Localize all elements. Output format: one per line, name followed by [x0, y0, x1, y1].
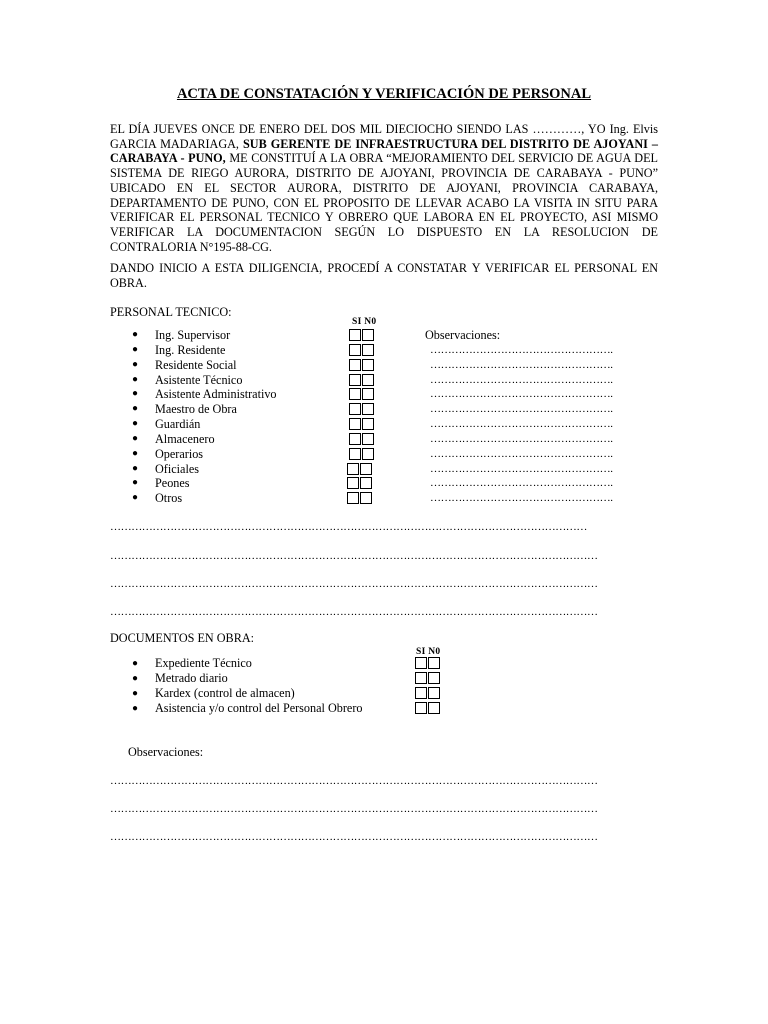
si-no-checkboxes [415, 657, 440, 669]
bullet-icon: ● [132, 477, 139, 489]
item-label: Ing. Residente [155, 342, 226, 357]
observaciones-header: Observaciones: [425, 328, 501, 342]
si-checkbox[interactable] [349, 448, 361, 460]
obs-line: ……………………………………………. [430, 373, 613, 386]
blank-line[interactable]: ………………………………………………………………………………………………………………………… [110, 775, 598, 787]
blank-line[interactable]: ………………………………………………………………………………………………………………………… [110, 606, 598, 618]
bullet-icon: ● [132, 373, 139, 385]
blank-line[interactable]: ………………………………………………………………………………………………………………………… [110, 831, 598, 843]
no-checkbox[interactable] [428, 702, 440, 714]
personal-si-no-header: SI N0 [352, 317, 377, 327]
si-checkbox[interactable] [415, 702, 427, 714]
si-no-checkboxes [349, 374, 374, 386]
no-checkbox[interactable] [360, 463, 372, 475]
blank-line[interactable]: ………………………………………………………………………………………………………………………… [110, 550, 598, 562]
si-no-checkboxes [415, 702, 440, 714]
documents-section-label: DOCUMENTOS EN OBRA: [110, 631, 255, 645]
blank-line[interactable]: ………………………………………………………………………………………………………………………… [110, 803, 598, 815]
item-label: Operarios [155, 446, 204, 461]
no-checkbox[interactable] [428, 672, 440, 684]
item-label: Guardián [155, 417, 201, 432]
item-label: Metrado diario [155, 671, 228, 685]
item-label: Asistencia y/o control del Personal Obrero [155, 701, 363, 715]
si-checkbox[interactable] [349, 403, 361, 415]
bullet-icon: ● [132, 447, 139, 459]
no-checkbox[interactable] [362, 418, 374, 430]
obs-line: ……………………………………………. [430, 492, 613, 505]
si-checkbox[interactable] [415, 687, 427, 699]
obs-line: ……………………………………………. [430, 343, 613, 356]
obs-line: ……………………………………………. [430, 358, 613, 371]
obs-line: ……………………………………………. [430, 432, 613, 445]
bullet-icon: ● [132, 403, 139, 415]
si-checkbox[interactable] [349, 418, 361, 430]
si-checkbox[interactable] [349, 433, 361, 445]
no-checkbox[interactable] [360, 492, 372, 504]
si-checkbox[interactable] [347, 477, 359, 489]
no-checkbox[interactable] [362, 374, 374, 386]
no-checkbox[interactable] [428, 657, 440, 669]
obs-line: ……………………………………………. [430, 403, 613, 416]
si-no-checkboxes [349, 433, 374, 445]
bullet-icon: ● [132, 462, 139, 474]
item-label: Almacenero [155, 431, 215, 446]
no-checkbox[interactable] [362, 388, 374, 400]
si-checkbox[interactable] [415, 672, 427, 684]
no-checkbox[interactable] [362, 344, 374, 356]
bullet-icon: ● [132, 673, 139, 684]
si-checkbox[interactable] [415, 657, 427, 669]
personal-section-label: PERSONAL TECNICO: [110, 305, 232, 319]
si-checkbox[interactable] [347, 463, 359, 475]
item-label: Asistente Técnico [155, 372, 243, 387]
obs-line: ……………………………………………. [430, 477, 613, 490]
bullet-icon: ● [132, 492, 139, 504]
bullet-icon: ● [132, 658, 139, 669]
si-checkbox[interactable] [349, 344, 361, 356]
si-no-checkboxes [349, 418, 374, 430]
bullet-icon: ● [132, 329, 139, 340]
intro-text-1: EL DÍA JUEVES ONCE DE ENERO DEL DOS MIL DIECIOCHO SIENDO LAS …………, YO Ing. Elvis GARCIA MADARIAGA, [110, 122, 658, 151]
item-label: Ing. Supervisor [155, 328, 231, 342]
no-checkbox[interactable] [362, 403, 374, 415]
item-label: Asistente Administrativo [155, 387, 277, 402]
si-checkbox[interactable] [349, 329, 361, 341]
si-no-checkboxes [415, 672, 440, 684]
bullet-icon: ● [132, 343, 139, 355]
obs-line: ……………………………………………. [430, 462, 613, 475]
no-checkbox[interactable] [362, 448, 374, 460]
no-checkbox[interactable] [362, 359, 374, 371]
si-no-checkboxes [347, 492, 372, 504]
si-no-checkboxes [349, 388, 374, 400]
si-no-checkboxes [349, 344, 374, 356]
si-checkbox[interactable] [349, 359, 361, 371]
item-label: Peones [155, 476, 190, 491]
obs-line: ……………………………………………. [430, 388, 613, 401]
bullet-icon: ● [132, 703, 139, 714]
item-label: Oficiales [155, 461, 199, 476]
si-no-checkboxes [349, 448, 374, 460]
bullet-icon: ● [132, 688, 139, 699]
item-label: Kardex (control de almacen) [155, 686, 295, 700]
si-checkbox[interactable] [349, 374, 361, 386]
si-no-checkboxes [347, 463, 372, 475]
no-checkbox[interactable] [360, 477, 372, 489]
observaciones-2-label: Observaciones: [128, 745, 204, 759]
si-no-checkboxes [347, 477, 372, 489]
no-checkbox[interactable] [428, 687, 440, 699]
blank-line[interactable]: ………………………………………………………………………………………………………………………… [110, 578, 598, 590]
si-no-checkboxes [349, 359, 374, 371]
item-label: Maestro de Obra [155, 402, 237, 417]
blank-line[interactable]: ……………………………………………………………………………………………………………………… [110, 521, 588, 533]
si-no-checkboxes [415, 687, 440, 699]
second-paragraph: DANDO INICIO A ESTA DILIGENCIA, PROCEDÍ A CONSTATAR Y VERIFICAR EL PERSONAL EN OBRA. [110, 261, 658, 290]
bullet-icon: ● [132, 418, 139, 430]
si-checkbox[interactable] [347, 492, 359, 504]
intro-text-bold: SUB GERENTE DE INFRAESTRUCTURA DEL DISTRITO DE AJOYANI – CARABAYA - PUNO, [110, 136, 658, 166]
bullet-icon: ● [132, 388, 139, 400]
documents-si-no-header: SI N0 [416, 647, 441, 657]
obs-line: ……………………………………………. [430, 418, 613, 431]
document-title: ACTA DE CONSTATACIÓN Y VERIFICACIÓN DE PERSONAL [176, 86, 592, 102]
no-checkbox[interactable] [362, 433, 374, 445]
obs-line: ……………………………………………. [430, 447, 613, 460]
si-checkbox[interactable] [349, 388, 361, 400]
no-checkbox[interactable] [362, 329, 374, 341]
intro-paragraph [110, 122, 658, 254]
bullet-icon: ● [132, 432, 139, 444]
si-no-checkboxes [349, 329, 374, 341]
si-no-checkboxes [349, 403, 374, 415]
bullet-icon: ● [132, 358, 139, 370]
item-label: Otros [155, 491, 183, 506]
item-label: Residente Social [155, 357, 237, 372]
intro-text-3: ME CONSTITUÍ A LA OBRA “MEJORAMIENTO DEL SERVICIO DE AGUA DEL SISTEMA DE RIEGO AURORA, DISTRITO DE AJOYANI, PROVINCIA DE CARABAYA - PUNO” UBICADO EN EL SECTOR AURORA, DISTRITO DE AJOYANI, PROVINCIA CARABAYA, DEPARTAMENTO DE PUNO, CON EL PROPOSITO DE LLEVAR ACABO LA VISITA IN SITU PARA VERIFICAR EL PERSONAL TECNICO Y OBRERO QUE LABORA EN EL PROYECTO, ASI MISMO VERIFICAR LA DOCUMENTACION SEGÚN LO DISPUESTO EN LA RESOLUCION DE CONTRALORIA N°195-88-CG. [110, 151, 658, 254]
item-label: Expediente Técnico [155, 656, 252, 670]
